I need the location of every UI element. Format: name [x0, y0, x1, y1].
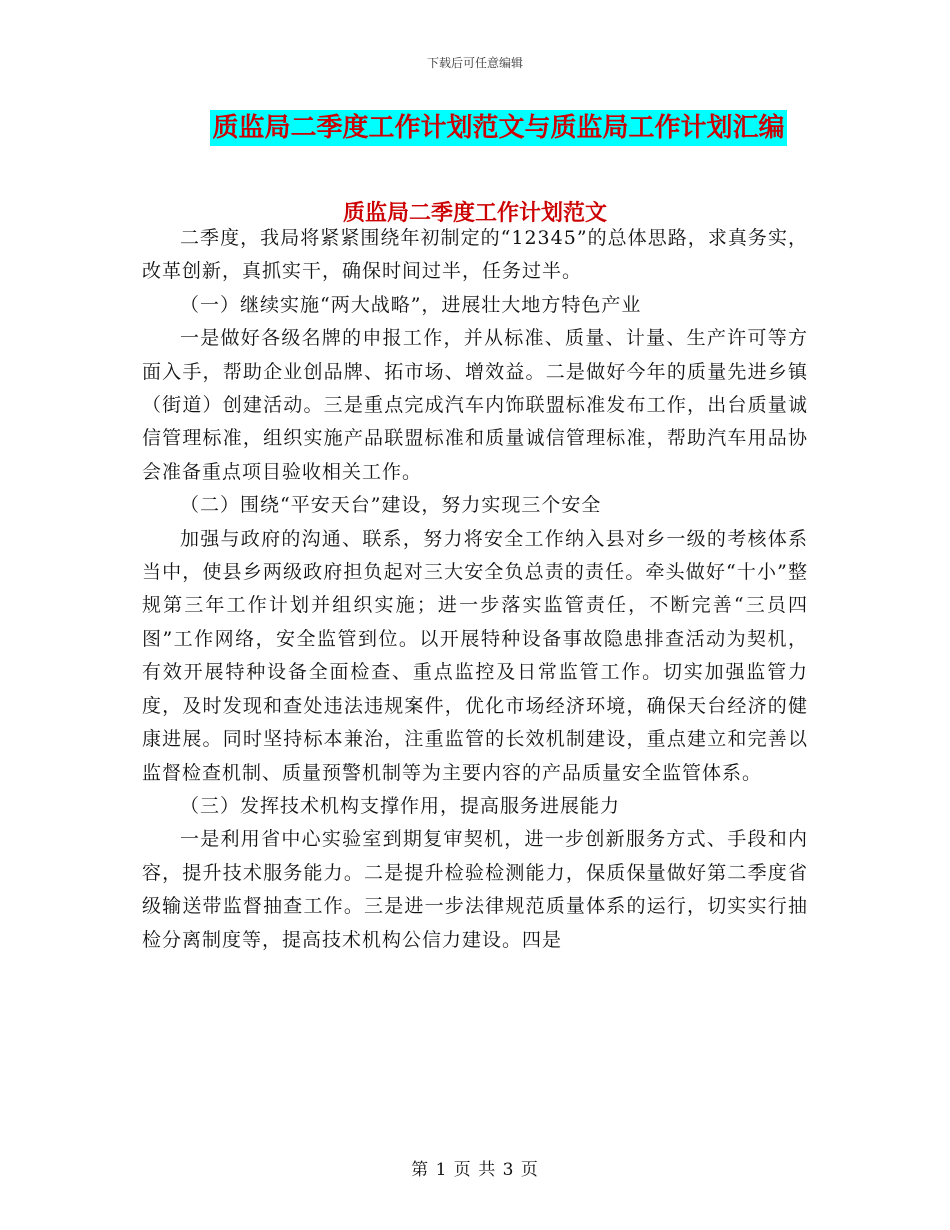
section-title: 质监局二季度工作计划范文	[342, 201, 607, 226]
header-note: 下载后可任意编辑	[426, 56, 523, 70]
document-title: 质监局二季度工作计划范文与质监局工作计划汇编	[210, 110, 786, 146]
paragraph-heading-1: （一）继续实施“两大战略”，进展壮大地方特色产业	[180, 293, 642, 316]
paragraph-2: 加强与政府的沟通、联系，努力将安全工作纳入县对乡一级的考核体系当中，使县乡两级政府担负起对三大安全负总责的责任。牵头做好“十小”整规第三年工作计划并组织实施；进一步落实监管责任，不断完善“三员四图”工作网络，安全监管到位。以开展特种设备事故隐患排查活动为契机，有效开展特种设备全面检查、重点监控及日常监管工作。切实加强监管力度，及时发现和查处违法违规案件，优化市场经济环境，确保天台经济的健康进展。同时坚持标本兼治，注重监管的长效机制建设，重点建立和完善以监督检查机制、质量预警机制等为主要内容的产品质量安全监管体系。	[142, 527, 808, 784]
document-title-wrap	[0, 110, 950, 146]
paragraph-heading-2: （二）围绕“平安天台”建设，努力实现三个安全	[180, 494, 602, 517]
paragraph-heading-3: （三）发挥技术机构支撑作用，提高服务进展能力	[180, 794, 621, 817]
paragraph-3: 一是利用省中心实验室到期复审契机，进一步创新服务方式、手段和内容，提升技术服务能力。二是提升检验检测能力，保质保量做好第二季度省级输送带监督抽查工作。三是进一步法律规范质量体系的运行，切实实行抽检分离制度等，提高技术机构公信力建设。四是	[142, 828, 808, 951]
paragraph-1: 一是做好各级名牌的申报工作，并从标准、质量、计量、生产许可等方面入手，帮助企业创品牌、拓市场、增效益。二是做好今年的质量先进乡镇（街道）创建活动。三是重点完成汽车内饰联盟标准发布工作，出台质量诚信管理标准，组织实施产品联盟标准和质量诚信管理标准，帮助汽车用品协会准备重点项目验收相关工作。	[142, 327, 808, 483]
paragraph-intro: 二季度，我局将紧紧围绕年初制定的“12345”的总体思路，求真务实，改革创新，真抓实干，确保时间过半，任务过半。	[142, 227, 808, 283]
page-number: 第 1 页 共 3 页	[411, 1160, 539, 1180]
document-body	[142, 222, 808, 957]
